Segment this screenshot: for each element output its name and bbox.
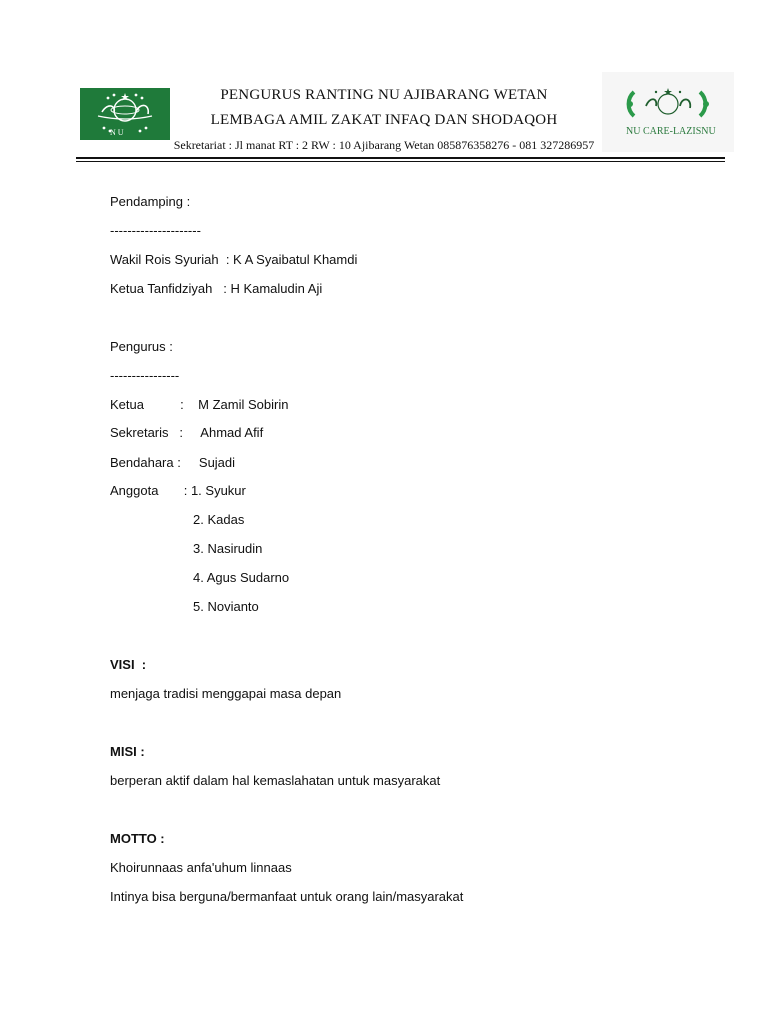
pengurus-divider: ----------------	[110, 368, 180, 383]
letterhead-divider-thick	[76, 157, 725, 159]
pendamping-divider: ---------------------	[110, 223, 201, 238]
pendamping-heading: Pendamping :	[110, 194, 191, 209]
svg-text:NU CARE-LAZISNU: NU CARE-LAZISNU	[626, 126, 716, 137]
svg-text:N U: N U	[110, 128, 124, 137]
institution-name: LEMBAGA AMIL ZAKAT INFAQ DAN SHODAQOH	[210, 112, 558, 128]
motto-line-1: Khoirunnaas anfa'uhum linnaas	[110, 860, 292, 875]
ketua-tanfidziyah: Ketua Tanfidziyah : H Kamaludin Aji	[110, 281, 323, 296]
org-name: PENGURUS RANTING NU AJIBARANG WETAN	[220, 87, 548, 103]
wakil-rois-syuriah: Wakil Rois Syuriah : K A Syaibatul Khamdi	[110, 252, 358, 267]
list-item: 4. Agus Sudarno	[193, 570, 290, 585]
pengurus-heading: Pengurus :	[110, 339, 173, 354]
ketua-line: Ketua : M Zamil Sobirin	[110, 397, 289, 412]
nucare-lazisnu-logo	[602, 72, 734, 152]
misi-text: berperan aktif dalam hal kemaslahatan untuk masyarakat	[110, 773, 441, 788]
nucare-emblem-icon	[602, 72, 734, 152]
bendahara-line: Bendahara : Sujadi	[110, 455, 236, 470]
list-item: 5. Novianto	[193, 599, 259, 614]
list-item: 2. Kadas	[193, 512, 245, 527]
letterhead-divider-thin	[76, 161, 725, 162]
letterhead	[0, 0, 768, 170]
visi-text: menjaga tradisi menggapai masa depan	[110, 686, 342, 701]
sekretaris-line: Sekretaris : Ahmad Afif	[110, 425, 264, 440]
list-item: 3. Nasirudin	[193, 541, 263, 556]
anggota-line: Anggota : 1. Syukur	[110, 483, 246, 498]
secretariat-address: Sekretariat : Jl manat RT : 2 RW : 10 Ajibarang Wetan 085876358276 - 081 327286957	[173, 138, 595, 152]
motto-heading: MOTTO :	[110, 831, 165, 846]
motto-line-2: Intinya bisa berguna/bermanfaat untuk orang lain/masyarakat	[110, 889, 464, 904]
visi-heading: VISI :	[110, 657, 147, 672]
misi-heading: MISI :	[110, 744, 145, 759]
